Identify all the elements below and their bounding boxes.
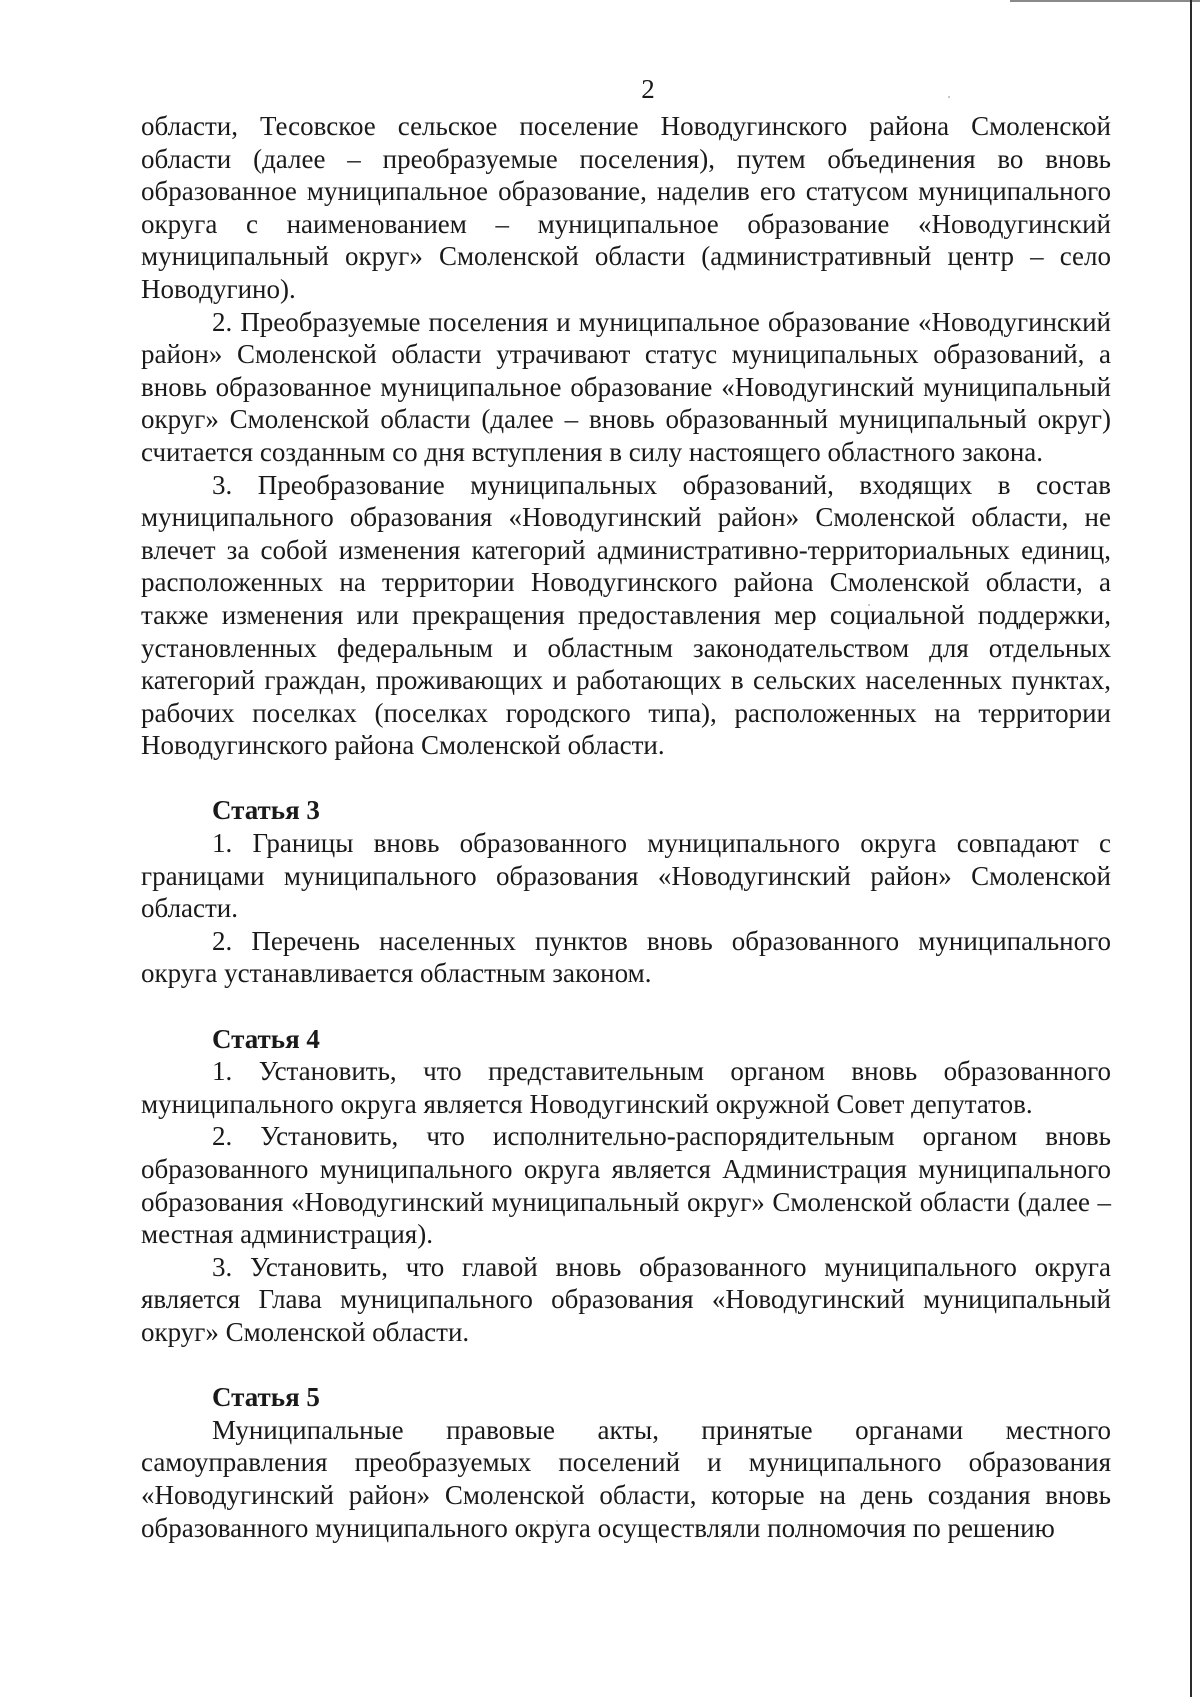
heading-article-5: Статья 5 bbox=[212, 1382, 320, 1413]
page-number: 2 bbox=[641, 74, 655, 104]
paragraph-continuation: области, Тесовское сельское поселение Новодугинского района Смоленской области (далее – преобразуемые поселения), путем объединения во вновь образованное муниципальное образование, наделив его статусом муниципального округа с наименованием – муниципальное образование «Новодугинский муниципальный округ» Смоленской области (административный центр – село Новодугино). bbox=[141, 111, 1111, 304]
heading-article-3: Статья 3 bbox=[212, 795, 320, 826]
heading-article-4: Статья 4 bbox=[212, 1023, 320, 1054]
document-page bbox=[141, 68, 1111, 1544]
document-body bbox=[141, 110, 1111, 1544]
paragraph-article2-item2: 2. Преобразуемые поселения и муниципальное образование «Новодугинский район» Смоленской области утрачивают статус муниципальных образований, а вновь образованное муниципальное образование «Новодугинский муниципальный округ» Смоленской области (далее – вновь образованный муниципальный округ) считается созданным со дня вступления в силу настоящего областного закона. bbox=[141, 306, 1111, 467]
scan-edge-right bbox=[1190, 0, 1192, 1697]
paragraph-article4-item1: 1. Установить, что представительным органом вновь образованного муниципального округа является Новодугинский окружной Совет депутатов. bbox=[141, 1056, 1111, 1119]
paragraph-article4-item2: 2. Установить, что исполнительно-распорядительным органом вновь образованного муниципального округа является Администрация муниципального образования «Новодугинский муниципальный округ» Смоленской области (далее – местная администрация). bbox=[141, 1121, 1111, 1250]
scan-edge-top bbox=[1010, 0, 1200, 2]
paragraph-article3-item1: 1. Границы вновь образованного муниципального округа совпадают с границами муниципального образования «Новодугинский район» Смоленской области. bbox=[141, 828, 1111, 924]
paragraph-article4-item3: 3. Установить, что главой вновь образованного муниципального округа является Глава муниципального образования «Новодугинский муниципальный округ» Смоленской области. bbox=[141, 1251, 1111, 1347]
paragraph-article3-item2: 2. Перечень населенных пунктов вновь образованного муниципального округа устанавливается областным законом. bbox=[141, 925, 1111, 989]
paragraph-article5: Муниципальные правовые акты, принятые органами местного самоуправления преобразуемых поселений и муниципального образования «Новодугинский район» Смоленской области, которые на день создания вновь образованного муниципального округа осуществляли полномочия по решению bbox=[141, 1414, 1111, 1543]
paragraph-article2-item3: 3. Преобразование муниципальных образований, входящих в состав муниципального образования «Новодугинский район» Смоленской области, не влечет за собой изменения категорий административно-территориальных единиц, расположенных на территории Новодугинского района Смоленской области, а также изменения или прекращения предоставления мер социальной поддержки, установленных федеральным и областным законодательством для отдельных категорий граждан, проживающих и работающих в сельских населенных пунктах, рабочих поселках (поселках городского типа), расположенных на территории Новодугинского района Смоленской области. bbox=[141, 469, 1111, 761]
